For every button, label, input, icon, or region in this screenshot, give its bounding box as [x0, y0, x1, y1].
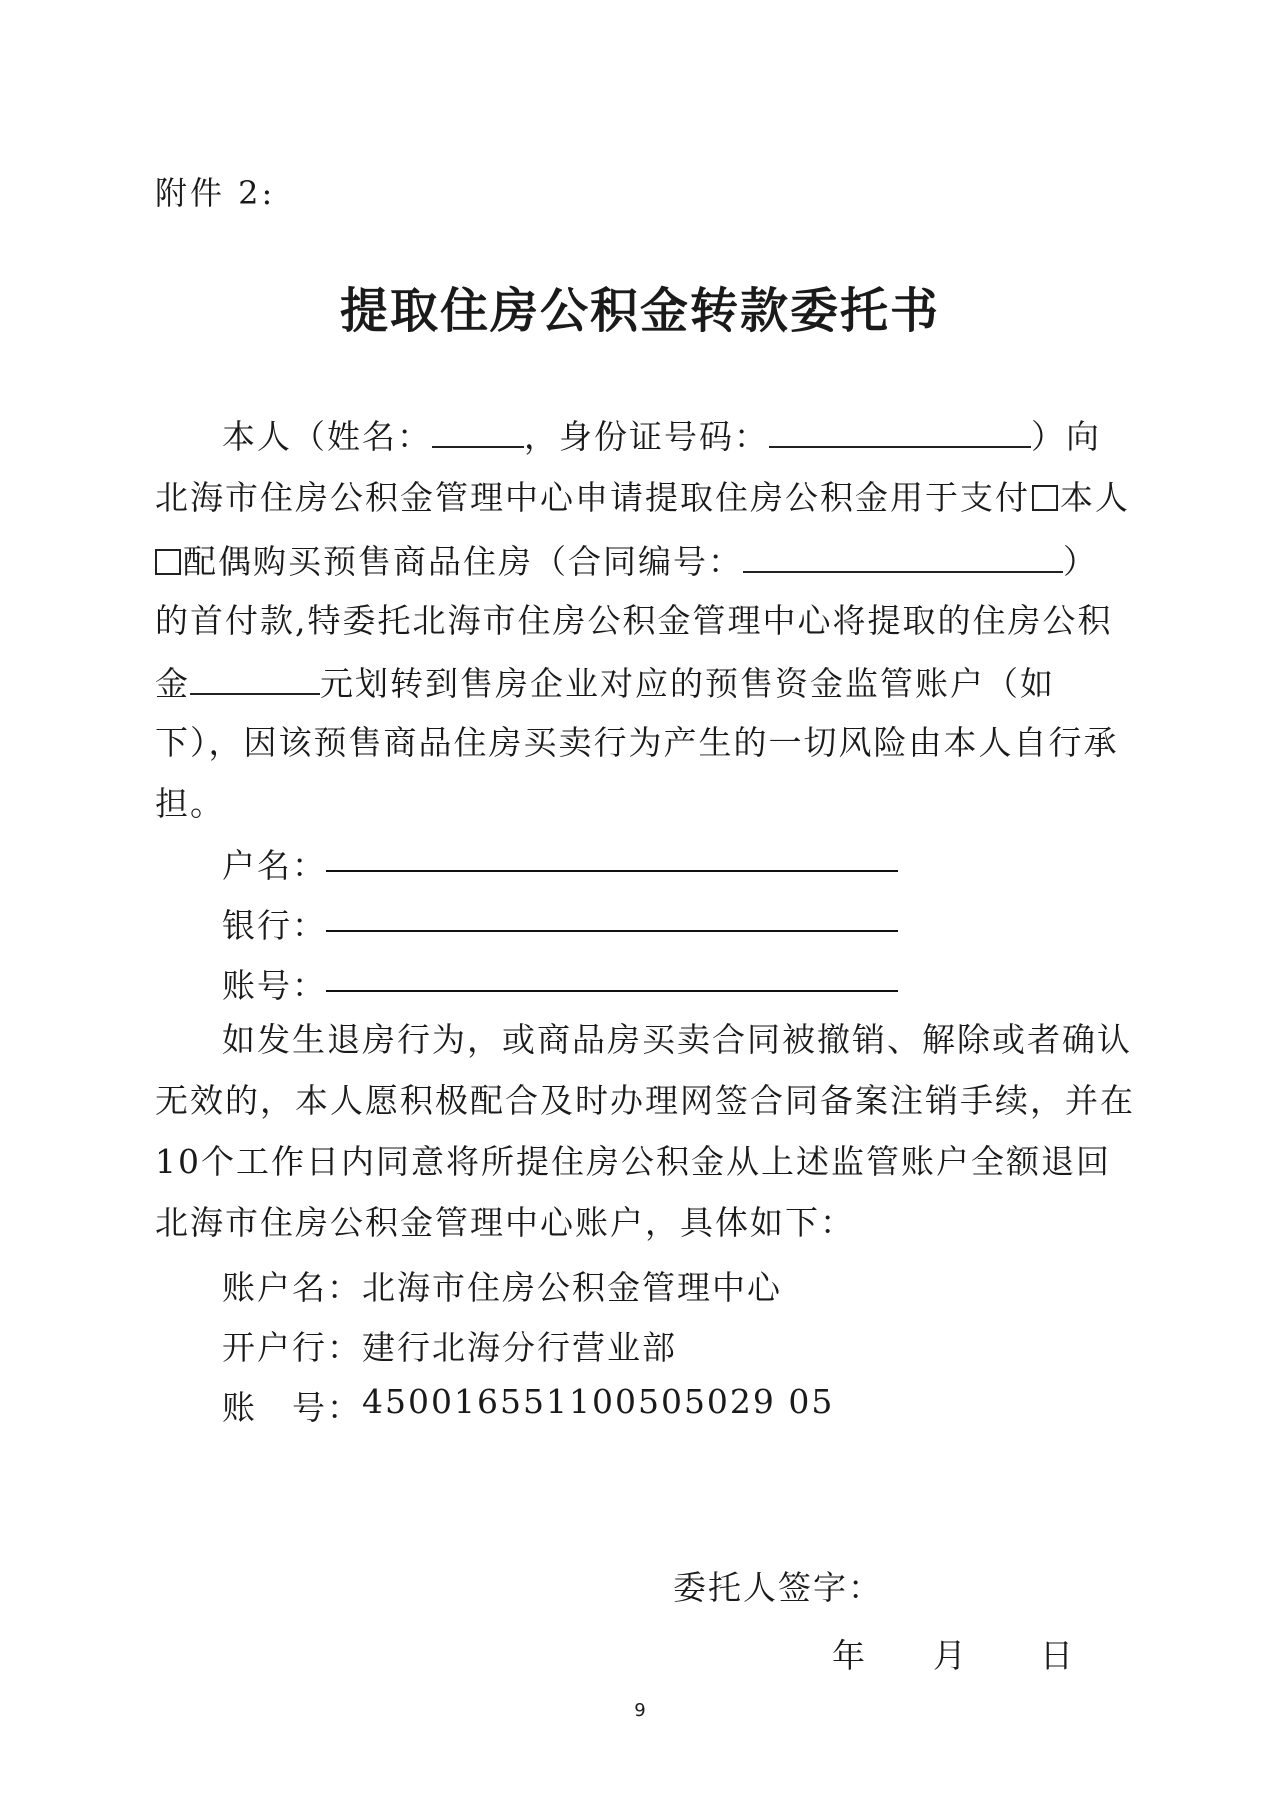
para2-line3: 10个工作日内同意将所提住房公积金从上述监管账户全额退回 [155, 1142, 1111, 1181]
bank-input[interactable] [326, 930, 898, 932]
account-number-label: 账号： [222, 966, 327, 1005]
para2-line4: 北海市住房公积金管理中心账户，具体如下： [155, 1203, 855, 1242]
para1-contract-suffix: ） [1063, 542, 1098, 581]
contract-number-blank[interactable] [743, 537, 1063, 573]
para1-line7: 担。 [155, 784, 225, 823]
account-name-label: 户名： [222, 846, 327, 885]
date-month: 月 [933, 1636, 966, 1675]
para1-line4: 的首付款,特委托北海市住房公积金管理中心将提取的住房公积 [155, 601, 1113, 640]
self-checkbox-label: 本人 [1060, 478, 1130, 517]
para1-contract-prefix: 配偶购买预售商品住房（合同编号： [183, 542, 743, 581]
para2-line2: 无效的，本人愿积极配合及时办理网签合同备案注销手续，并在 [155, 1081, 1135, 1120]
center-bank-row [222, 1322, 677, 1369]
para1-amount-suffix: 元划转到售房企业对应的预售资金监管账户（如 [320, 664, 1055, 703]
attachment-label: 附件 2: [155, 174, 276, 212]
id-number-blank[interactable] [769, 412, 1031, 448]
spouse-checkbox[interactable] [155, 549, 181, 575]
para1-line2 [155, 475, 1130, 521]
center-account-number-value: 450016551100505029 05 [362, 1382, 835, 1421]
self-checkbox[interactable] [1032, 485, 1058, 511]
center-account-name-label: 账户名： [222, 1268, 362, 1307]
page-number: 9 [634, 1700, 646, 1721]
date-year: 年 [832, 1636, 865, 1675]
date-day: 日 [1040, 1636, 1073, 1675]
signature-label: 委托人签字： [673, 1568, 883, 1607]
para1-amount-prefix: 金 [155, 664, 190, 703]
center-account-name-row [222, 1262, 782, 1309]
para1-id-suffix: ）向 [1031, 417, 1101, 456]
para1-line2-text: 北海市住房公积金管理中心申请提取住房公积金用于支付 [155, 478, 1030, 517]
document-title: 提取住房公积金转款委托书 [339, 283, 940, 339]
name-blank[interactable] [432, 412, 524, 448]
account-name-input[interactable] [326, 870, 898, 872]
center-account-number-label: 账 号： [222, 1388, 362, 1427]
para1-id-prefix: ，身份证号码： [524, 417, 769, 456]
center-account-number-row [222, 1382, 835, 1429]
bank-label: 银行： [222, 906, 327, 945]
account-number-input[interactable] [326, 990, 898, 992]
center-bank-label: 开户行： [222, 1328, 362, 1367]
center-bank-value: 建行北海分行营业部 [362, 1328, 677, 1367]
center-account-name-value: 北海市住房公积金管理中心 [362, 1268, 782, 1307]
para1-name-prefix: 本人（姓名： [222, 417, 432, 456]
para1-line6: 下），因该预售商品住房买卖行为产生的一切风险由本人自行承 [155, 723, 1119, 762]
para1-line5 [155, 659, 1110, 707]
para1-line3 [155, 537, 1110, 585]
para2-line1: 如发生退房行为，或商品房买卖合同被撤销、解除或者确认 [222, 1020, 1132, 1059]
para1-line1 [222, 412, 1177, 460]
amount-blank[interactable] [190, 659, 320, 695]
